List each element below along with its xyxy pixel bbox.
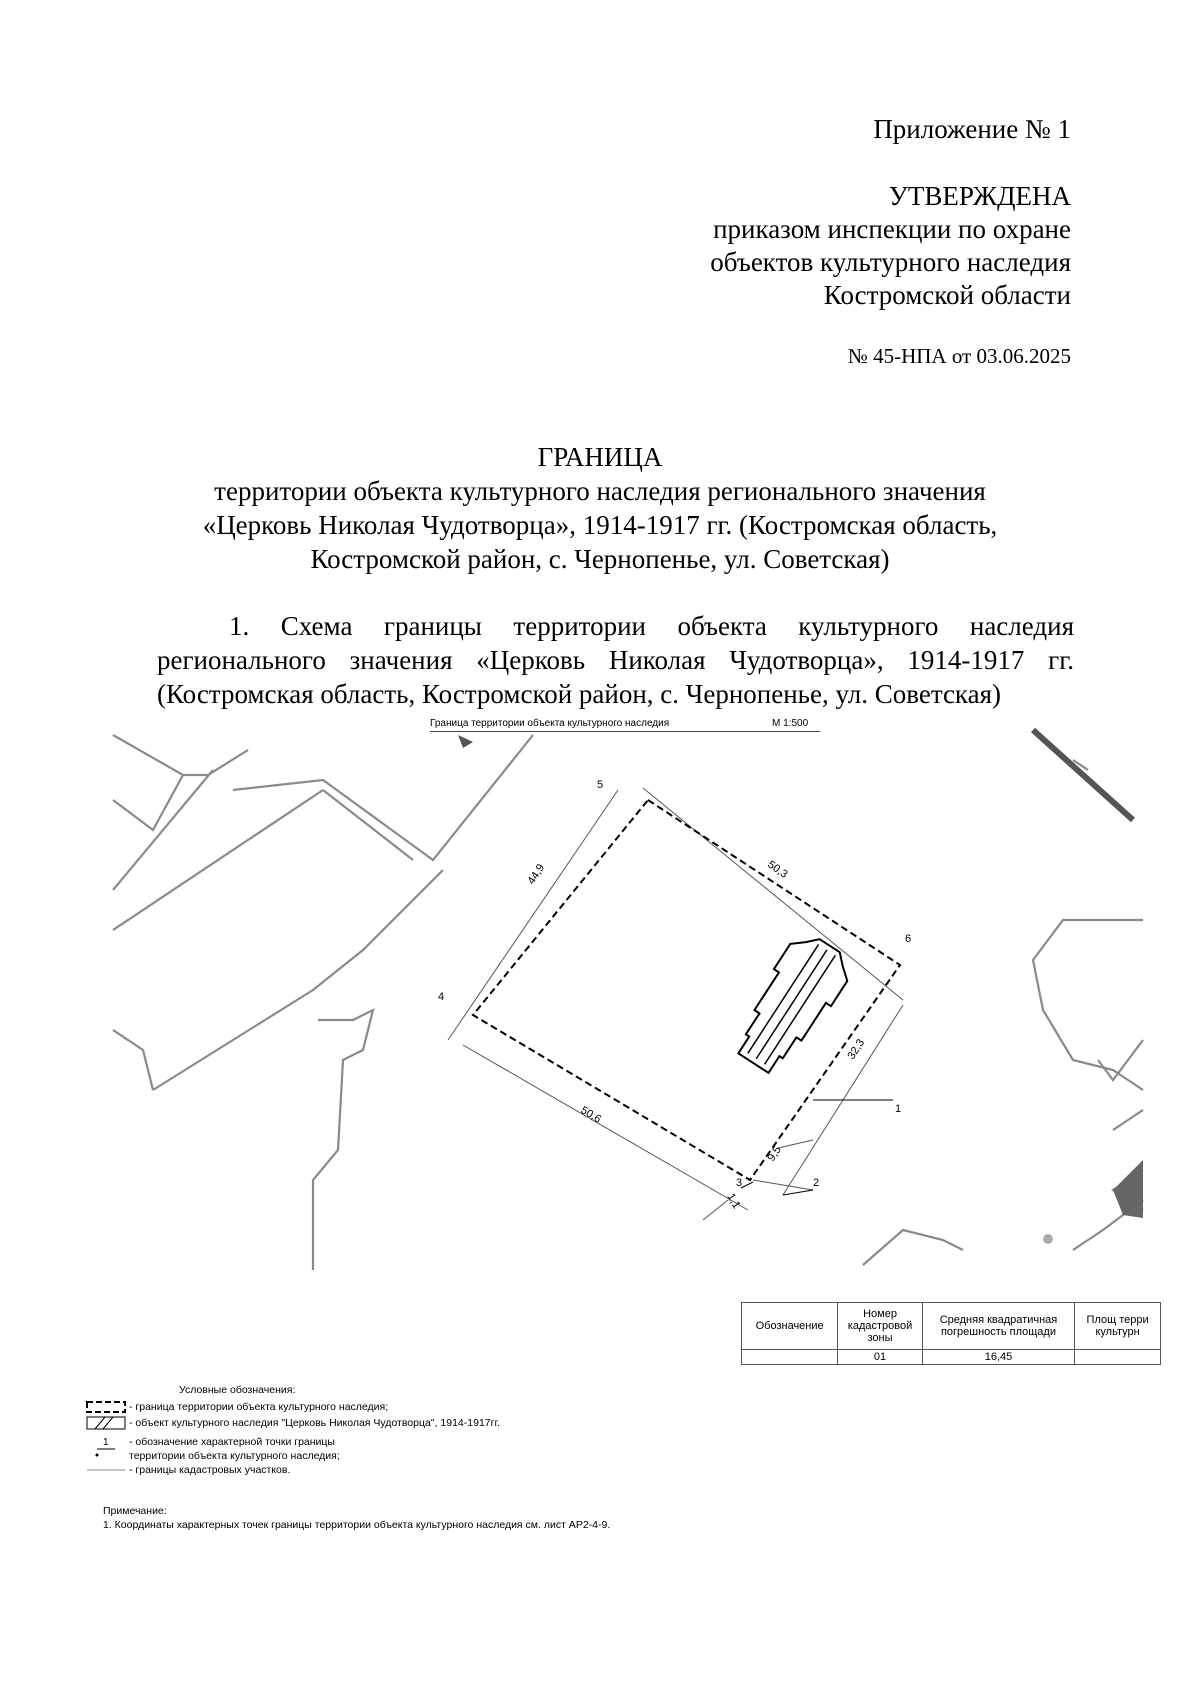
title-heading: ГРАНИЦА [537,442,663,472]
map-caption: Граница территории объекта культурного наследия [430,718,670,729]
legend-row [85,1415,500,1431]
legend-row [85,1435,500,1463]
building-shape [1113,1160,1143,1218]
approval-block [710,180,1071,312]
approved-line: УТВЕРЖДЕНА [888,181,1071,211]
approved-line: Костромской области [823,280,1071,310]
section-heading [157,609,1074,711]
map-scale: М 1:500 [772,718,809,729]
note-title: Примечание: [103,1505,167,1517]
title-line: территории объекта культурного наследия регионального значения [214,476,986,506]
boundary-map [113,730,1143,1280]
dimension-50-6: 50,6 [578,1104,603,1126]
table-container [741,1302,1149,1364]
dimension-50-3: 50,3 [765,858,790,881]
dimension-44-9: 44,9 [525,862,548,887]
dimension-9-5: 9,5 [765,1144,784,1164]
title-line: Костромской район, с. Чернопенье, ул. Советская) [310,544,890,574]
order-number: № 45-НПА от 03.06.2025 [847,344,1071,368]
point-label-4: 4 [438,991,445,1003]
approved-line: приказом инспекции по охране [713,214,1071,244]
legend-item: - объект культурного наследия "Церковь Николая Чудотворца", 1914-1917гг. [129,1417,500,1429]
hatched-object-swatch [85,1415,129,1431]
appendix-label: Приложение № 1 [873,114,1071,144]
point-label-1: 1 [895,1103,902,1115]
table-header: Обозначение [742,1303,838,1350]
legend-item: территории объекта культурного наследия; [129,1450,340,1462]
note-text: 1. Координаты характерных точек границы территории объекта культурного наследия см. лист АР2-4-9. [103,1519,611,1531]
legend-item: - границы кадастровых участков. [129,1464,291,1476]
document-title [0,440,1200,576]
dimension-1-1: 1,1 [724,1191,743,1211]
section-line: 1. Схема границы территории объекта культурного наследия [229,611,1074,641]
dashed-boundary-swatch [85,1399,129,1415]
legend-item: - обозначение характерной точки границы [129,1436,335,1448]
table-cell: 16,45 [922,1350,1074,1365]
church-building [725,927,858,1081]
point-label-6: 6 [905,933,912,945]
table-cell: 01 [838,1350,923,1365]
table-cell [742,1350,838,1365]
info-table [741,1302,1161,1365]
point-label-3: 3 [736,1177,743,1189]
legend [85,1383,500,1477]
section-line: (Костромская область, Костромской район, с. Чернопенье, ул. Советская) [157,679,1002,709]
map-point [1043,1234,1053,1244]
map-marker [458,735,473,748]
legend-item: - граница территории объекта культурного наследия; [129,1401,389,1413]
table-cell [1075,1350,1161,1365]
legend-row [85,1399,500,1415]
point-sample: 1 [103,1437,109,1448]
table-header: Номер кадастровой зоны [838,1303,923,1350]
dimension-labels [525,859,867,1211]
title-line: «Церковь Николая Чудотворца», 1914-1917 гг. (Костромская область, [202,510,998,540]
dimension-32-3: 32,3 [845,1037,868,1062]
table-header: Площ терри культурн [1075,1303,1161,1350]
legend-title: Условные обозначения: [179,1384,296,1396]
point-marker-swatch [85,1435,129,1463]
note [103,1504,610,1532]
section-line: регионального значения «Церковь Николая Чудотворца», 1914-1917 гг. [157,645,1074,675]
point-label-2: 2 [813,1177,820,1189]
legend-item-group [129,1435,340,1463]
cadastral-line-swatch [85,1463,129,1477]
approved-line: объектов культурного наследия [710,247,1071,277]
legend-row [85,1463,500,1477]
table-header: Средняя квадратичная погрешность площади [922,1303,1074,1350]
cadastral-lines [113,730,1143,1270]
dimension-lines [448,788,903,1220]
point-label-5: 5 [597,779,604,791]
